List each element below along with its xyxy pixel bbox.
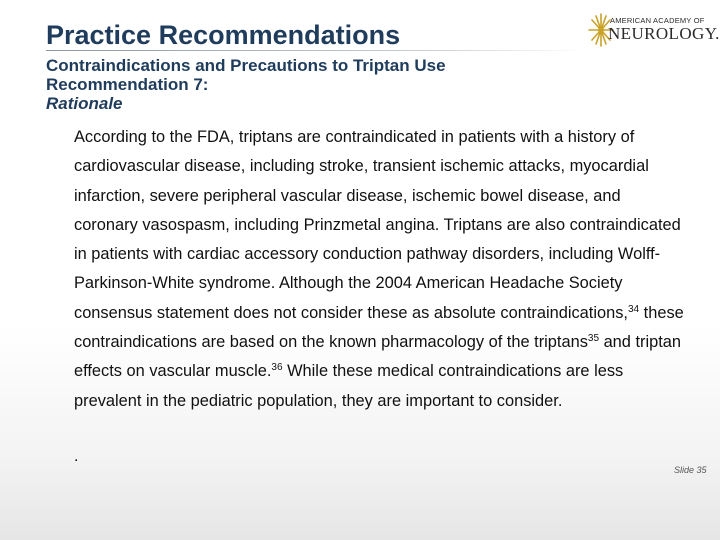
reference-superscript: 34	[627, 303, 640, 315]
rationale-label: Rationale	[46, 94, 123, 113]
body-text-segment: these contraindications are based on the known pharmacology of the triptans	[74, 303, 684, 352]
page-title: Practice Recommendations	[46, 20, 401, 50]
body-text-segment: and triptan effects on vascular muscle.	[74, 333, 682, 381]
subtitle-line: Contraindications and Precautions to Triptan Use	[46, 56, 446, 75]
title-divider	[46, 50, 586, 51]
logo-text-top: AMERICAN ACADEMY OF	[610, 16, 705, 25]
slide-number: Slide 35	[674, 465, 707, 475]
body-text-segment: According to the FDA, triptans are contraindicated in patients with a history of cardiovascular disease, including stroke, transient ischemic attacks, myocardial infarction, severe peripheral vascular disease, ischemic bowel disease, and coronary vasospasm, including Prinzmetal angina. Triptans are also contraindicated in patients with cardiac accessory conduction pathway disorders, including Wolff-Parkinson-White syndrome. Although the 2004 American Headache Society consensus statement does not consider these as absolute contraindications,	[74, 128, 681, 322]
logo-text-main: NEUROLOGY.	[608, 24, 720, 43]
recommendation-label: Recommendation 7:	[46, 75, 209, 94]
body-text-segment: While these medical contraindications are less prevalent in the pediatric population, they are important to consider.	[74, 362, 624, 410]
slide-subtitle	[46, 56, 446, 113]
reference-superscript: 36	[271, 362, 283, 374]
logo	[588, 12, 720, 54]
reference-superscript: 35	[587, 333, 600, 345]
trailing-period: .	[74, 448, 79, 465]
body-paragraph	[74, 123, 686, 416]
